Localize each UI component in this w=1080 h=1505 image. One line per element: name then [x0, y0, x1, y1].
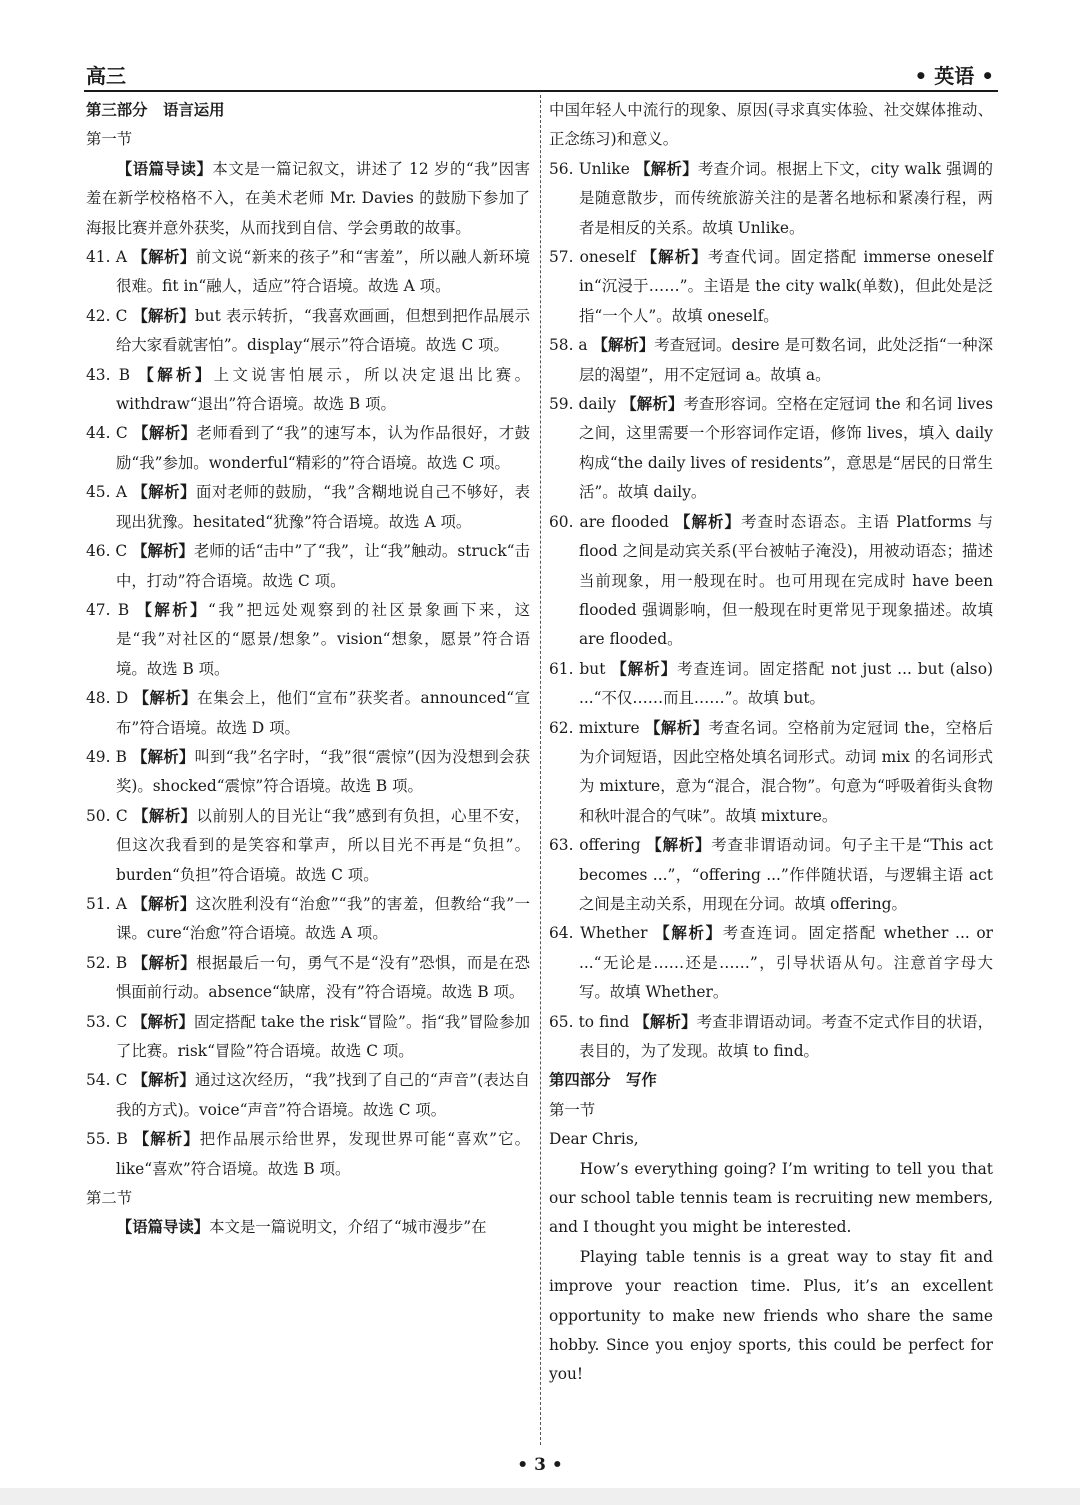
answer-item [549, 331, 993, 390]
analysis-tag: 【解析】 [646, 836, 712, 855]
analysis-text: 考查时态语态。主语 Platforms 与 flood 之间是动宾关系(平台被帖子淹没)，用被动语态；描述当前现象，用一般现在时。也可用现在完成时 have been flooded 强调影响，但一般现在时更常见于现象描述。故填 are flooded。 [579, 512, 993, 649]
analysis-text: 老师的话“击中”了“我”，让“我”触动。struck“击中，打动”符合语境。故选 C 项。 [116, 542, 530, 590]
answer-list-right [549, 155, 993, 1067]
answer-number: 51. A [86, 894, 127, 913]
answer-item [86, 419, 530, 478]
answer-number: 54. C [86, 1071, 128, 1090]
analysis-tag: 【解析】 [674, 512, 742, 531]
answer-number: 62. mixture [549, 718, 640, 737]
part3-title: 第三部分 语言运用 [86, 101, 225, 119]
guide-tag: 【语篇导读】 [116, 1218, 210, 1237]
answer-number: 64. Whether [549, 924, 648, 943]
answer-item [86, 1066, 530, 1125]
answer-number: 61. but [549, 659, 606, 678]
analysis-text: 叫到“我”名字时，“我”很“震惊”(因为没想到会获奖)。shocked“震惊”符合语境。故选 B 项。 [116, 747, 530, 796]
analysis-tag: 【解析】 [138, 365, 214, 384]
answer-item [549, 655, 993, 714]
letter-paragraph: How’s everything going? I’m writing to tell you that our school table tennis team is recruiting new members, and I thought you might be interested. [549, 1159, 993, 1237]
answer-number: 47. B [86, 600, 130, 619]
answer-item [86, 596, 530, 684]
right-column [549, 96, 993, 1390]
column-divider [540, 95, 541, 1445]
left-column [86, 96, 530, 1243]
answer-number: 49. B [86, 747, 127, 766]
answer-item [549, 714, 993, 832]
analysis-tag: 【解析】 [133, 424, 197, 443]
answer-item [86, 537, 530, 596]
analysis-tag: 【解析】 [133, 689, 198, 708]
analysis-text: 考查名词。空格前为定冠词 the，空格后为介词短语，因此空格处填名词形式。动词 mix 的名词形式为 mixture，意为“混合，混合物”。句意为“呼吸着街头食物和秋叶混合的气味”。故填 mixture。 [579, 718, 993, 825]
analysis-tag: 【解析】 [611, 659, 678, 678]
guide2-continued: 中国年轻人中流行的现象、原因(寻求真实体验、社交媒体推动、正念练习)和意义。 [549, 101, 993, 149]
analysis-text: 以前别人的目光让“我”感到有负担，心里不安，但这次我看到的是笑容和掌声，所以目光不再是“负担”。burden“负担”符合语境。故选 C 项。 [116, 806, 530, 884]
analysis-tag: 【解析】 [634, 1012, 697, 1031]
answer-item [86, 802, 530, 890]
guide-tag: 【语篇导读】 [116, 159, 213, 178]
analysis-tag: 【解析】 [592, 336, 655, 355]
analysis-tag: 【解析】 [132, 894, 196, 913]
analysis-text: “我”把远处观察到的社区景象画下来，这是“我”对社区的“愿景/想象”。vision“想象，愿景”符合语境。故选 B 项。 [116, 600, 530, 678]
analysis-tag: 【解析】 [132, 306, 195, 325]
analysis-text: but 表示转折，“我喜欢画画，但想到把作品展示给大家看就害怕”。display“展示”符合语境。故选 C 项。 [116, 306, 530, 355]
analysis-tag: 【解析】 [621, 395, 684, 414]
analysis-tag: 【解析】 [133, 1130, 200, 1149]
answer-number: 63. offering [549, 836, 641, 855]
answer-list-left [86, 243, 530, 1184]
answer-number: 42. C [86, 306, 128, 325]
analysis-tag: 【解析】 [132, 1071, 195, 1090]
grade-label: 高三 [86, 64, 126, 88]
analysis-tag: 【解析】 [132, 542, 194, 561]
answer-item [86, 302, 530, 361]
section2-title: 第二节 [86, 1189, 133, 1208]
analysis-tag: 【解析】 [641, 248, 708, 267]
analysis-text: 老师看到了“我”的速写本，认为作品很好，才鼓励“我”参加。wonderful“精彩的”符合语境。故选 C 项。 [116, 424, 530, 472]
page-bottom-band [0, 1488, 1080, 1505]
answer-item [549, 243, 993, 331]
section1-title: 第一节 [86, 130, 133, 149]
answer-item [86, 1125, 530, 1184]
answer-item [549, 508, 993, 655]
answer-item [549, 390, 993, 508]
analysis-tag: 【解析】 [644, 718, 709, 737]
analysis-tag: 【解析】 [654, 924, 723, 943]
part4-title: 第四部分 写作 [549, 1071, 657, 1090]
analysis-text: 考查连词。固定搭配 whether ... or ...“无论是……还是……”，引导状语从句。注意首字母大写。故填 Whether。 [579, 924, 993, 1002]
letter-salutation: Dear Chris, [549, 1130, 639, 1149]
guide1 [86, 155, 530, 243]
analysis-text: 把作品展示给世界，发现世界可能“喜欢”它。like“喜欢”符合语境。故选 B 项。 [116, 1130, 530, 1178]
analysis-text: 固定搭配 take the risk“冒险”。指“我”冒险参加了比赛。risk“冒险”符合语境。故选 C 项。 [116, 1012, 530, 1060]
guide-text: 本文是一篇记叙文，讲述了 12 岁的“我”因害羞在新学校格格不入，在美术老师 Mr. Davies 的鼓励下参加了海报比赛并意外获奖，从而找到自信、学会勇敢的故事。 [86, 159, 530, 237]
answer-number: 55. B [86, 1130, 128, 1149]
answer-item [86, 684, 530, 743]
analysis-text: 考查代词。固定搭配 immerse oneself in“沉浸于……”。主语是 the city walk(单数)，但此处是泛指“一个人”。故填 oneself。 [579, 248, 993, 325]
section1-title: 第一节 [549, 1100, 596, 1119]
answer-number: 45. A [86, 483, 127, 502]
answer-item [86, 478, 530, 537]
answer-number: 60. are flooded [549, 512, 669, 531]
analysis-text: 考查形容词。空格在定冠词 the 和名词 lives 之间，这里需要一个形容词作定语，修饰 lives，填入 daily 构成“the daily lives of residents”，意思是“居民的日常生活”。故填 daily。 [579, 395, 993, 502]
answer-item [86, 890, 530, 949]
analysis-tag: 【解析】 [133, 806, 197, 825]
analysis-text: 上文说害怕展示，所以决定退出比赛。withdraw“退出”符合语境。故选 B 项。 [116, 365, 530, 414]
answer-number: 41. A [86, 248, 127, 267]
answer-number: 59. daily [549, 395, 617, 414]
analysis-tag: 【解析】 [132, 483, 196, 502]
analysis-tag: 【解析】 [132, 1012, 195, 1031]
analysis-text: 面对老师的鼓励，“我”含糊地说自己不够好，表现出犹豫。hesitated“犹豫”符合语境。故选 A 项。 [116, 483, 530, 531]
subject-label: • 英语 • [914, 64, 994, 88]
guide-text: 本文是一篇说明文，介绍了“城市漫步”在 [209, 1218, 487, 1237]
analysis-text: 这次胜利没有“治愈”“我”的害羞，但教给“我”一课。cure“治愈”符合语境。故选 A 项。 [116, 894, 530, 943]
page-header [84, 56, 998, 92]
answer-number: 57. oneself [549, 248, 636, 267]
letter-paragraph: Playing table tennis is a great way to stay fit and improve your reaction time. Plus, it’s an excellent opportunity to make new friends who share the same hobby. Since you enjoy sports, this could be perfect for you! [549, 1247, 993, 1384]
analysis-text: 考查冠词。desire 是可数名词，此处泛指“一种深层的渴望”，用不定冠词 a。故填 a。 [579, 336, 993, 384]
answer-item [549, 831, 993, 919]
answer-item [549, 1008, 993, 1067]
analysis-text: 通过这次经历，“我”找到了自己的“声音”(表达自我的方式)。voice“声音”符合语境。故选 C 项。 [116, 1071, 530, 1119]
guide2 [86, 1213, 530, 1242]
analysis-text: 考查非谓语动词。句子主干是“This act becomes ...”，“offering ...”作伴随状语，与逻辑主语 act 之间是主动关系，用现在分词。故填 offering。 [579, 836, 993, 913]
analysis-text: 考查非谓语动词。考查不定式作目的状语，表目的，为了发现。故填 to find。 [579, 1012, 993, 1060]
analysis-text: 考查介词。根据上下文，city walk 强调的是随意散步，而传统旅游关注的是著名地标和紧凑行程，两者是相反的关系。故填 Unlike。 [579, 159, 993, 237]
page-number: • 3 • [517, 1455, 563, 1475]
analysis-tag: 【解析】 [136, 600, 209, 619]
analysis-text: 在集会上，他们“宣布”获奖者。announced“宣布”符合语境。故选 D 项。 [116, 689, 530, 737]
answer-item [86, 361, 530, 420]
analysis-text: 根据最后一句，勇气不是“没有”恐惧，而是在恐惧面前行动。absence“缺席，没有”符合语境。故选 B 项。 [116, 953, 530, 1002]
answer-number: 50. C [86, 806, 128, 825]
answer-item [549, 155, 993, 243]
answer-item [86, 1008, 530, 1067]
answer-number: 56. Unlike [549, 159, 630, 178]
answer-number: 46. C [86, 542, 128, 561]
analysis-text: 前文说“新来的孩子”和“害羞”，所以融人新环境很难。fit in“融人，适应”符合语境。故选 A 项。 [116, 248, 530, 296]
analysis-tag: 【解析】 [132, 747, 195, 766]
answer-number: 52. B [86, 953, 128, 972]
answer-item [86, 243, 530, 302]
answer-item [86, 743, 530, 802]
answer-number: 53. C [86, 1012, 128, 1031]
answer-number: 65. to find [549, 1012, 630, 1031]
answer-number: 43. B [86, 365, 131, 384]
analysis-tag: 【解析】 [132, 953, 197, 972]
answer-item [86, 949, 530, 1008]
answer-number: 58. a [549, 336, 588, 355]
answer-number: 44. C [86, 424, 128, 443]
analysis-tag: 【解析】 [132, 248, 196, 267]
answer-item [549, 919, 993, 1007]
answer-number: 48. D [86, 689, 129, 708]
analysis-text: 考查连词。固定搭配 not just ... but (also) ...“不仅……而且……”。故填 but。 [579, 659, 993, 708]
analysis-tag: 【解析】 [635, 159, 698, 178]
